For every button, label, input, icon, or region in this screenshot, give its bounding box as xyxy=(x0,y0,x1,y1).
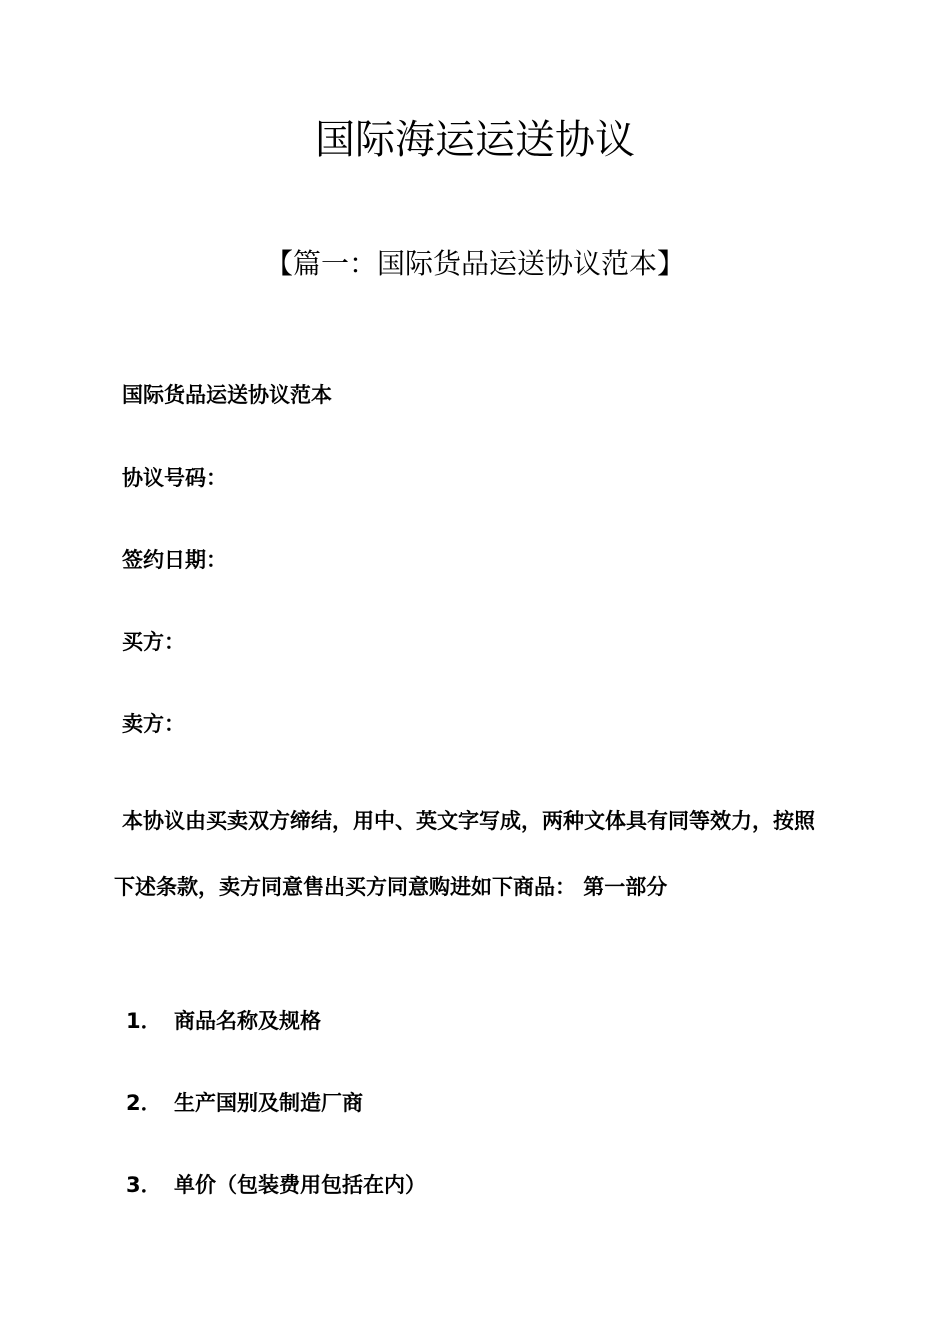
list-item-number: 2． xyxy=(126,1091,162,1115)
list-item xyxy=(126,1088,363,1118)
list-item xyxy=(126,1170,426,1200)
list-item xyxy=(126,1006,321,1036)
field-buyer: 买方： xyxy=(122,630,185,654)
list-item-text: 单价（包装费用包括在内） xyxy=(174,1173,426,1197)
list-item-number: 1． xyxy=(126,1009,162,1033)
field-signing-date: 签约日期： xyxy=(122,548,227,572)
field-seller: 卖方： xyxy=(122,712,185,736)
document-title: 国际海运运送协议 xyxy=(315,117,635,163)
document-subtitle: 【篇一：国际货品运送协议范本】 xyxy=(264,247,685,280)
section-heading: 国际货品运送协议范本 xyxy=(122,383,332,407)
field-contract-number: 协议号码： xyxy=(122,466,227,490)
list-item-text: 商品名称及规格 xyxy=(174,1009,321,1033)
intro-paragraph: 本协议由买卖双方缔结，用中、英文字写成，两种文体具有同等效力，按照下述条款，卖方同意售出买方同意购进如下商品： 第一部分 xyxy=(114,809,815,899)
list-item-number: 3． xyxy=(126,1173,162,1197)
list-item-text: 生产国别及制造厂商 xyxy=(174,1091,363,1115)
